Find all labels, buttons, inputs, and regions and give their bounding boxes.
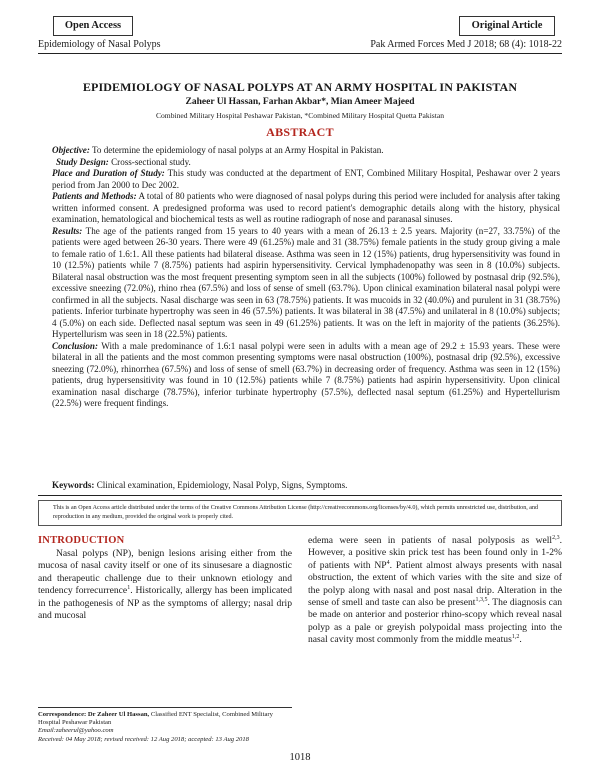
introduction-heading: INTRODUCTION <box>38 535 125 546</box>
header-divider <box>38 53 562 54</box>
citation-ref: 1 <box>127 585 131 592</box>
results-label: Results: <box>52 225 83 236</box>
intro-text: . Historically, allergy has been implicated in the pathogenesis of NP as the symptoms of allergy; nasal drip and mucosal <box>38 585 292 622</box>
place-label: Place and Duration of Study: <box>52 168 165 178</box>
intro-text: . Patient almost always presents with nasal obstruction, the extent of which varies with the site and size of the polyp along with nasal and post nasal drip. Alteration in the sense of smell and taste can also be present <box>308 559 562 609</box>
citation-ref: 2,3 <box>552 534 560 541</box>
correspondence-line <box>38 711 292 727</box>
abstract-place <box>52 168 560 191</box>
correspondence-label: Correspondence: Dr Zaheer Ul Hassan, <box>38 711 150 718</box>
introduction-right-column <box>308 535 562 647</box>
page-number: 1018 <box>289 752 311 763</box>
correspondence-dates: Received: 04 May 2018; revised received: 12 Aug 2018; accepted: 13 Aug 2018 <box>38 735 249 743</box>
article-title: EPIDEMIOLOGY OF NASAL POLYPS AT AN ARMY HOSPITAL IN PAKISTAN <box>82 80 518 94</box>
intro-text: Nasal polyps (NP), benign lesions arising either from the mucosa of nasal cavity itself or one of its sinusesare a diagnostic and therapeutic challenge due to their unknown etiology and tendency forrecurrence <box>38 548 292 597</box>
correspondence-email: Email:zaheerul@yahoo.com <box>38 727 114 735</box>
author-list: Zaheer Ul Hassan, Farhan Akbar*, Mian Ameer Majeed <box>185 97 415 107</box>
intro-text: edema were seen in patients of nasal polyposis as well <box>308 535 553 546</box>
introduction-left-column <box>38 548 292 622</box>
citation-ref: 4 <box>386 559 390 566</box>
footnote-divider <box>38 707 292 708</box>
article-type-badge: Original Article <box>459 16 555 36</box>
correspondence-footnote <box>38 711 292 744</box>
methods-text: A total of 80 patients who were diagnosed of nasal polyps during this period were included for analysis after taking written informed consent. A predesigned proforma was used to record patient's demographic details along with the history, physical examination, hematological and biochemical tests as well as routine radiograph of nose and paranasal sinuses. <box>52 191 560 224</box>
conclusion-text: With a male predominance of 1.6:1 nasal polypi were seen in adults with a mean age of 29.2 ± 15.93 years. These were bilateral in all the patients and the most common presenting symptoms were nasal obstruction (100%), postnasal drip (92.5%), excessive sneezing (72.0%), rhinorrhea (67.5%) and loss of sense of smell (63.7%) in decreasing order of frequency. Asthma was seen in 12 (15%) patients, drug hypersensitivity was found in 10 (12.5%) patients while 7 (8.75%) patients had aspirin hypersensitivity. Upon clinical examination nasal discharge (78.75%), inferior turbinate hypertrophy (57.5%), deflected nasal septum (61.25%) and Hypertellurism (22.5%) were frequent findings. <box>52 340 561 408</box>
objective-label: Objective: <box>52 145 90 155</box>
keywords-divider <box>38 495 562 496</box>
design-text: Cross-sectional study. <box>111 156 191 167</box>
design-label: Study Design: <box>56 156 109 167</box>
abstract-heading: ABSTRACT <box>266 125 334 139</box>
abstract-design <box>52 157 560 169</box>
running-title: Epidemiology of Nasal Polyps <box>38 39 161 50</box>
intro-text: . However, a positive skin prick test has been found only in 1-2% of patients with NP <box>308 535 562 571</box>
citation-ref: 1,2 <box>511 634 520 641</box>
citation-ref: 1,3,5 <box>475 596 488 603</box>
objective-text: To determine the epidemiology of nasal polyps at an Army Hospital in Pakistan. <box>91 145 384 155</box>
abstract-results <box>52 226 560 341</box>
abstract-conclusion <box>52 341 560 410</box>
keywords-label: Keywords: <box>52 480 95 490</box>
keywords <box>52 480 560 490</box>
abstract-methods <box>52 191 560 226</box>
keywords-text: Clinical examination, Epidemiology, Nasal Polyp, Signs, Symptoms. <box>96 480 348 490</box>
affiliation: Combined Military Hospital Peshawar Pakistan, *Combined Military Hospital Quetta Pakistan <box>155 111 445 120</box>
abstract-objective <box>52 145 560 157</box>
results-text: The age of the patients ranged from 15 years to 40 years with a mean of 26.13 ± 2.5 years. Majority (n=27, 33.75%) of the patients were aged between 26-30 years. There were 49 (61.25%) male and 31 (38.75%) female patients in the study group giving a male to female ratio of 1.6:1. All these patients had bilateral disease. Asthma was seen in 12 (15%) patients, drug hypersensitivity was found in 10 (12.5%) patients while 7 (8.75%) patients had aspirin hypersensitivity. Cervical lymphadenopathy was seen in 8 (10.0%) subjects. Bilateral nasal obstruction was the most frequent presenting symptom seen in all the subjects (100%) followed by postnasal drip (92.5%), excessive sneezing (72.0%), rhino rhea (67.5%) and loss of sense of smell (63.7%). Upon clinical examination bilateral nasal polypi were confirmed in all the subjects. Nasal discharge was seen in 63 (78.75%) patients. It was mucoids in 32 (40.0%) and purulent in 31 (38.75%) patients. Inferior turbinate hypertrophy was seen in 46 (57.5%) patients. It was bilateral in 38 (47.5%) and unilateral in 8 (10.0%) subjects; 4 (5.0%) on each side. Deflected nasal septum was seen in 49 (61.25%) patients. It was on the left in majority of the patients (36.25%). Hypertellurism was seen in 18 (22.5%) patients. <box>52 225 560 339</box>
conclusion-label: Conclusion: <box>52 340 98 351</box>
abstract-body <box>52 145 560 410</box>
methods-label: Patients and Methods: <box>52 191 137 201</box>
license-notice: This is an Open Access article distributed under the terms of the Creative Commons Attribution License (http://creativecommons.org/licenses/by/4.0), which permits unrestricted use, distribution, and reproduction in any medium, provided the original work is properly cited. <box>38 500 562 526</box>
journal-citation: Pak Armed Forces Med J 2018; 68 (4): 1018-22 <box>370 39 562 50</box>
intro-text: . <box>519 634 522 646</box>
intro-text: . The diagnosis can be made on anterior and posterior rhino-scopy which reveal nasal polyp as a pale or greyish polypoidal mass projecting into the nasal cavity most commonly from the middle meatus <box>308 597 562 646</box>
place-text: This study was conducted at the department of ENT, Combined Military Hospital, Peshawar over 2 years period from Jan 2000 to Dec 2002. <box>52 168 561 190</box>
open-access-badge: Open Access <box>53 16 133 36</box>
correspondence-affiliation: Classified ENT Specialist, Combined Military Hospital Peshawar Pakistan <box>38 711 273 727</box>
